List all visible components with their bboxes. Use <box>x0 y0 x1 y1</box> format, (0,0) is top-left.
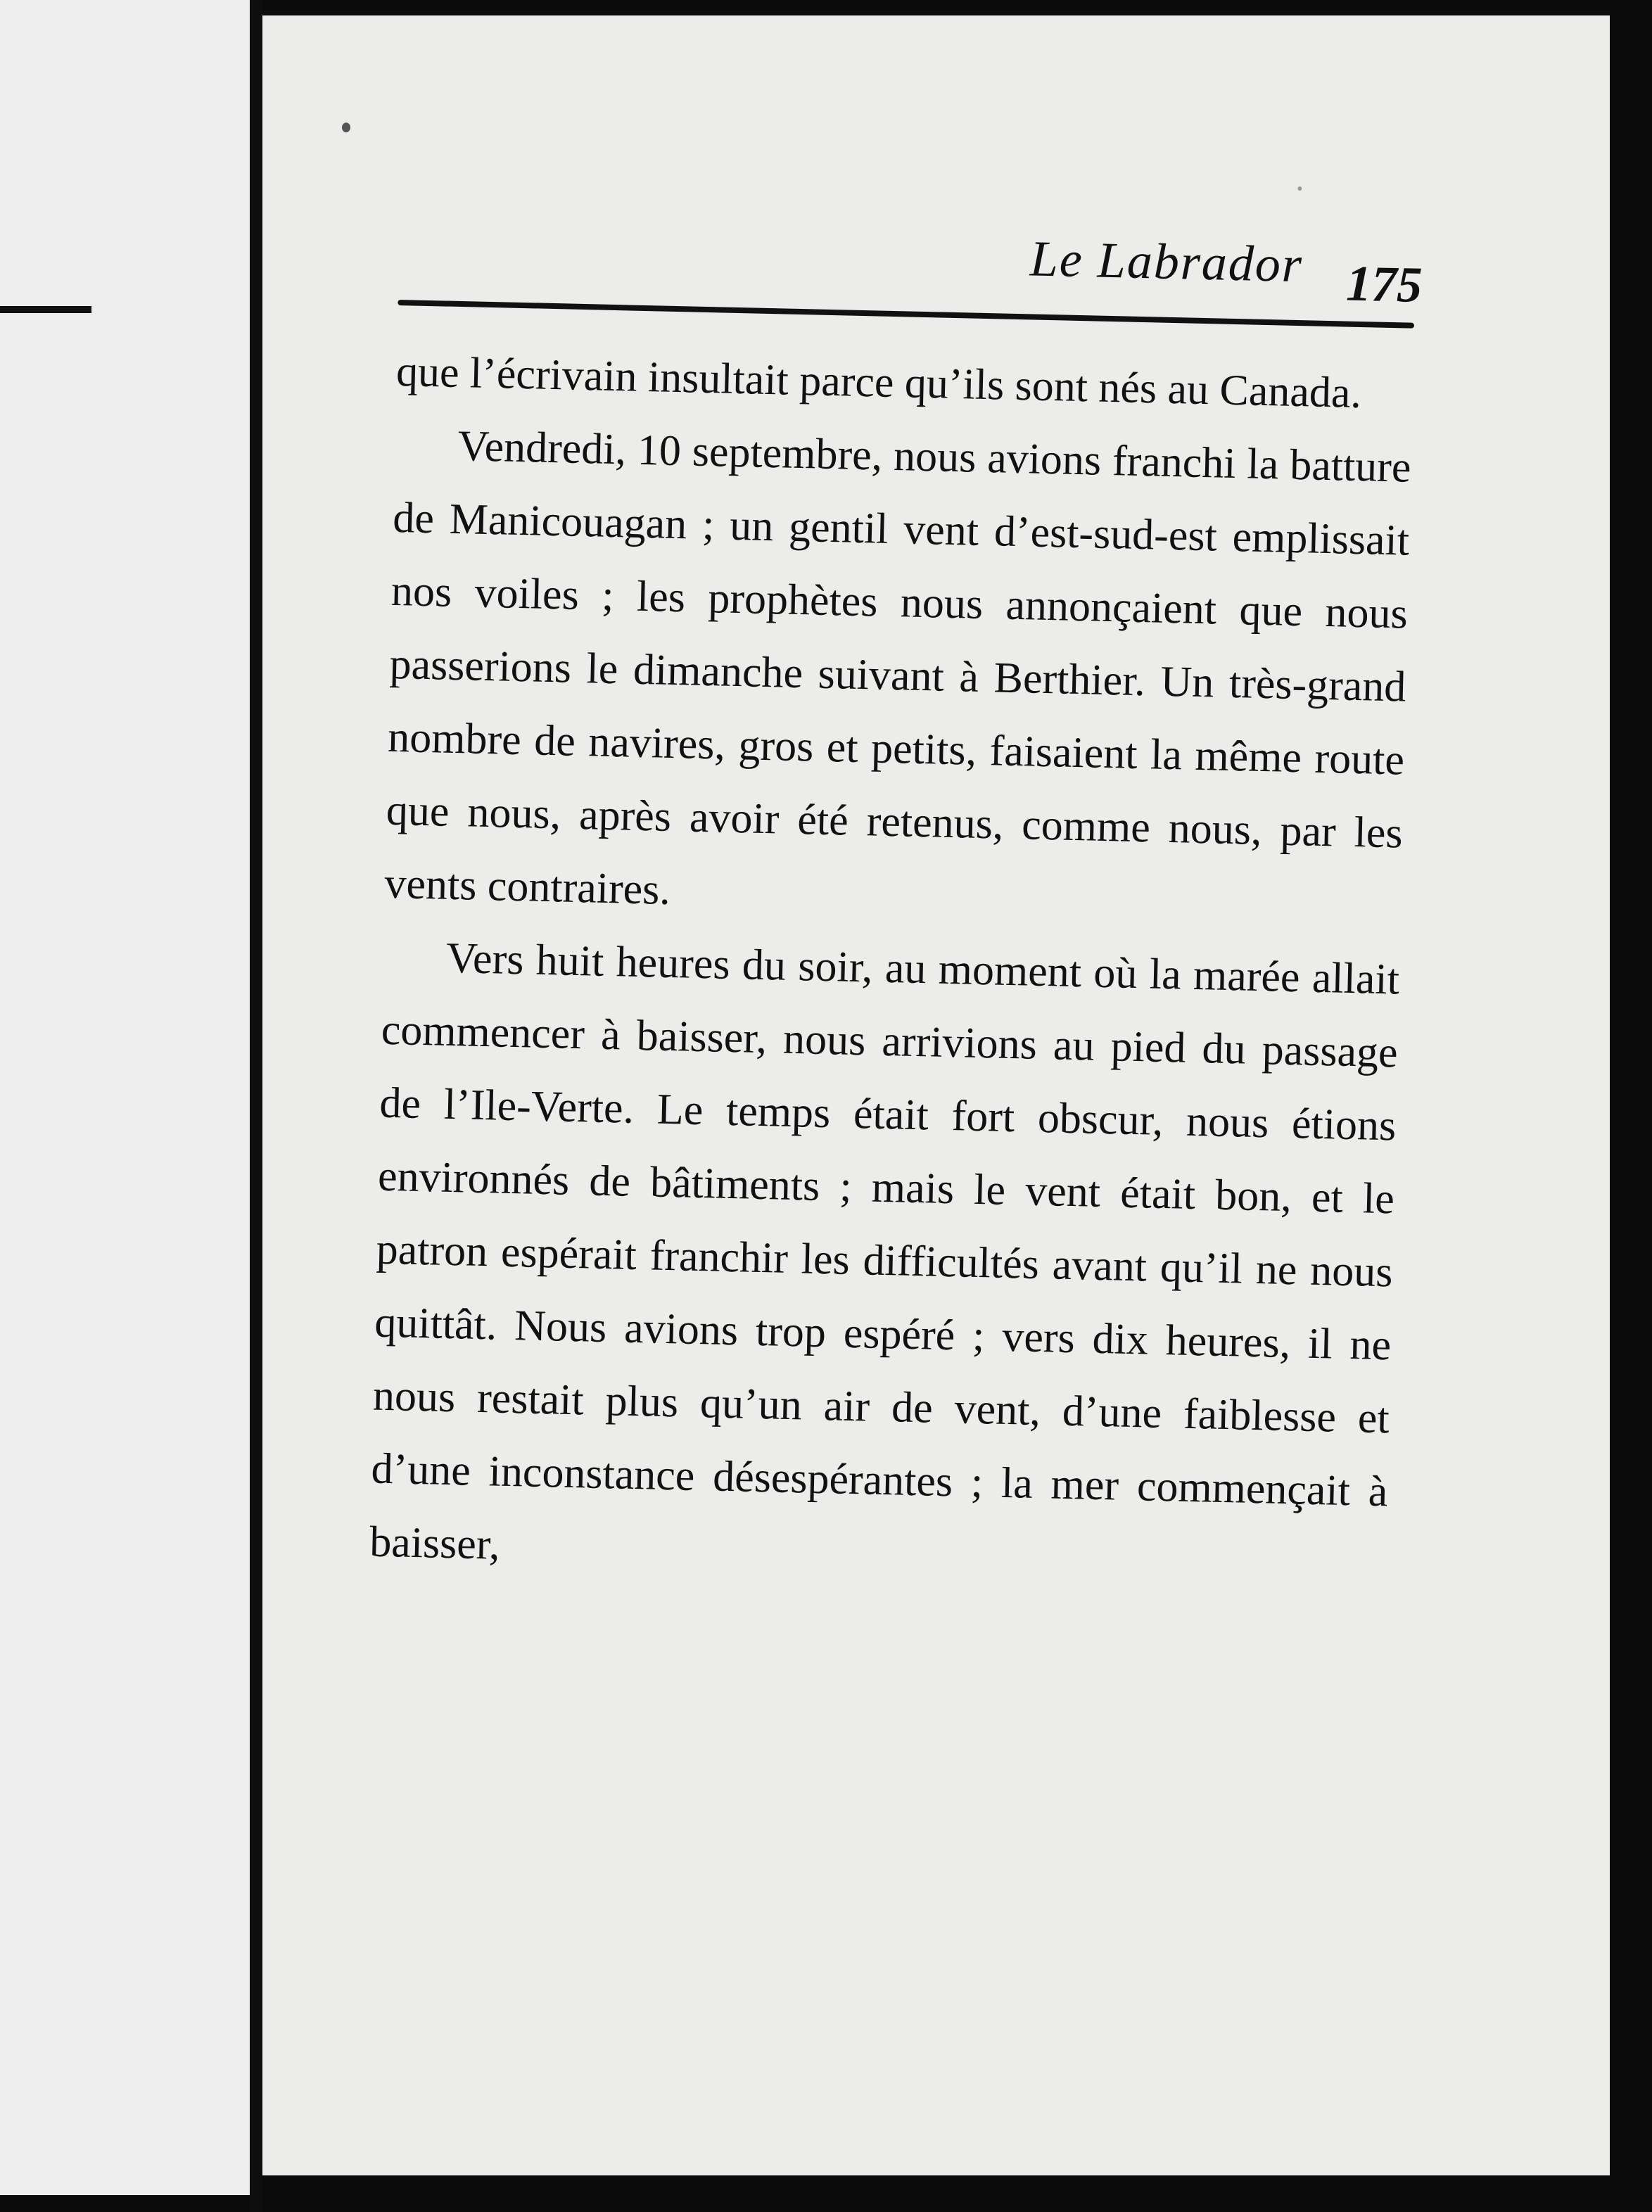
left-line-ending <box>0 422 234 435</box>
left-page-line-endings <box>0 359 234 612</box>
body-text <box>369 335 1413 1601</box>
left-line-ending <box>0 599 234 612</box>
left-line-ending <box>0 359 234 371</box>
left-line-ending <box>0 485 234 498</box>
scan-speck <box>342 122 350 132</box>
scan-speck <box>1297 186 1302 191</box>
left-line-ending <box>0 435 234 447</box>
left-facing-page <box>0 0 250 2195</box>
left-line-ending <box>0 549 234 561</box>
left-line-ending <box>0 498 234 511</box>
book-gutter <box>250 0 262 2212</box>
left-line-ending <box>0 384 234 397</box>
paragraph: Vers huit heures du soir, au moment où la marée allait commencer à baisser, nous arrivions au pied du passage de l’Ile-Verte. Le temps était fort obscur, nous étions environnés de bâtiments ; mais le vent était bon, et le patron espérait franchir les difficultés avant qu’il ne nous quittât. Nous avions trop espéré ; vers dix heures, il ne nous restait plus qu’un air de vent, d’une faiblesse et d’une inconstance désespérantes ; la mer commençait à baisser, <box>369 934 1400 1569</box>
right-page <box>262 15 1610 2175</box>
left-line-ending <box>0 473 234 485</box>
running-head: Le Labrador <box>1029 230 1304 293</box>
header-rule <box>398 300 1414 329</box>
page-content <box>262 15 1610 2175</box>
left-line-ending <box>0 460 234 473</box>
paragraph: que l’écrivain insultait parce qu’ils sont nés au Canada. <box>395 347 1362 418</box>
page-number: 175 <box>1345 255 1423 313</box>
paragraph: Vendredi, 10 septembre, nous avions franchi la batture de Manicouagan ; un gentil vent d’est-sud-est emplissait nos voiles ; les prophètes nous annonçaient que nous passerions le dimanche suivant à Berthier. Un très-grand nombre de navires, gros et petits, faisaient la même route que nous, après avoir été retenus, comme nous, par les vents contraires. <box>383 421 1412 914</box>
left-line-ending <box>0 371 234 384</box>
left-line-ending <box>0 409 234 422</box>
left-line-ending <box>0 447 234 460</box>
left-line-ending <box>0 511 234 523</box>
left-line-ending <box>0 587 234 599</box>
left-line-ending <box>0 523 234 536</box>
left-line-ending <box>0 536 234 549</box>
left-line-ending <box>0 561 234 574</box>
left-line-ending <box>0 397 234 409</box>
left-line-ending <box>0 574 234 587</box>
